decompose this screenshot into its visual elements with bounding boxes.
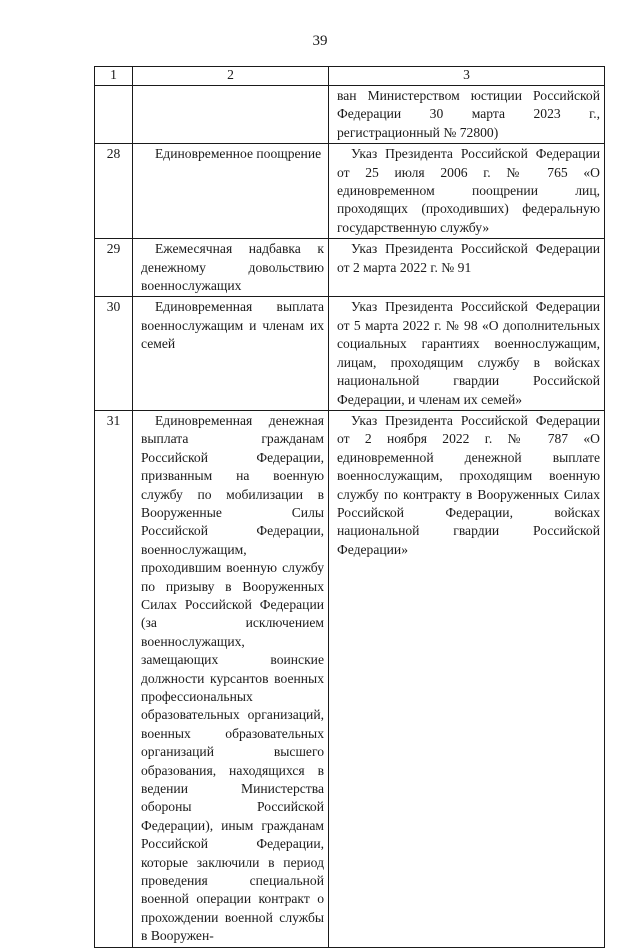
- row-number: 29: [106, 241, 121, 257]
- payment-name: Единовременная выплата военнослужащим и членам их семей: [141, 299, 324, 352]
- table-row: [95, 86, 605, 144]
- legal-basis: Указ Президента Российской Федерации от 5 марта 2022 г. № 98 «О дополнительных социальных гарантиях военнослужащим, лицам, проходящим службу в войсках национальной гвардии Российской Федерации, и членам их семей»: [337, 299, 600, 407]
- payment-name: Единовременное поощрение: [155, 146, 322, 162]
- payment-name: Ежемесячная надбавка к денежному довольствию военнослужащих: [141, 241, 324, 294]
- table-header-row: [95, 67, 605, 86]
- payment-name: [133, 86, 328, 88]
- column-header-1: 1: [95, 67, 133, 86]
- legal-basis: Указ Президента Российской Федерации от 25 июля 2006 г. № 765 «О единовременном поощрении лиц, проходящих (проходивших) федеральную государственную службу»: [337, 146, 600, 235]
- row-number: 30: [106, 299, 121, 315]
- table-row: [95, 297, 605, 410]
- row-number: 31: [106, 412, 121, 428]
- page-number: 39: [312, 33, 328, 49]
- payments-table: [94, 66, 605, 948]
- payment-name: Единовременная денежная выплата гражданам Российской Федерации, призванным на военную службу по мобилизации в Вооруженные Силы Российской Федерации, военнослужащим, проходившим военную службу по призыву в Вооруженных Силах Российской Федерации (за исключением военнослужащих, замещающих воинские должности курсантов военных профессиональных образовательных организаций, военных образовательных организаций высшего образования, находящихся в ведении Министерства обороны Российской Федерации), иным гражданам Российской Федерации, которые заключили в период проведения специальной военной операции контракт о прохождении военной службы в Вооружен-: [141, 412, 324, 944]
- column-header-3: 3: [329, 67, 605, 86]
- table-row: [95, 239, 605, 297]
- legal-basis: Указ Президента Российской Федерации от 2 марта 2022 г. № 91: [337, 241, 600, 275]
- row-number: [95, 86, 132, 87]
- column-header-2: 2: [133, 67, 329, 86]
- row-number: 28: [106, 146, 121, 162]
- legal-basis: ван Министерством юстиции Российской Федерации 30 марта 2023 г., регистрационный № 72800): [337, 88, 600, 140]
- table-row: [95, 144, 605, 239]
- legal-basis: Указ Президента Российской Федерации от 2 ноября 2022 г. № 787 «О единовременной денежной выплате военнослужащим, проходящим военную службу по контракту в Вооруженных Силах Российской Федерации, войсках национальной гвардии Российской Федерации»: [337, 412, 600, 557]
- table-row: [95, 410, 605, 947]
